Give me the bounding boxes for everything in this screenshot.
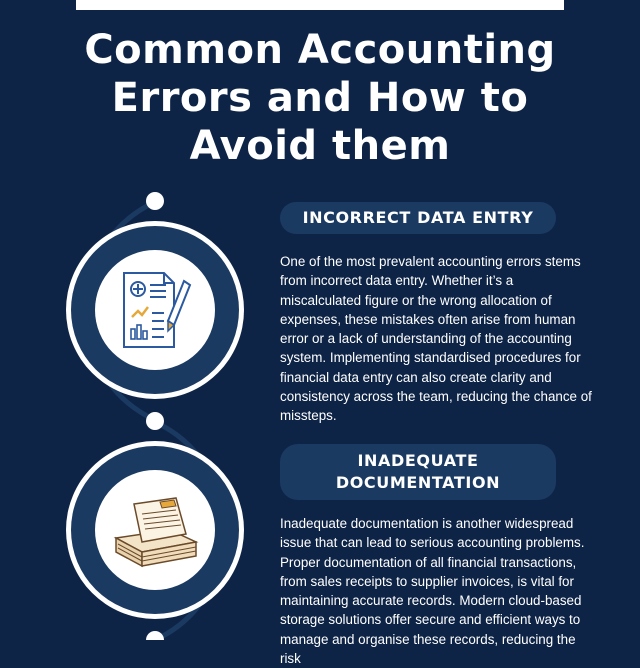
title-line-2: Errors and How to <box>111 75 529 121</box>
document-stack-icon <box>110 490 200 570</box>
section-heading-inadequate-documentation <box>280 444 556 500</box>
heading-line-1: INADEQUATE <box>357 451 479 470</box>
title-line-1: Common Accounting <box>84 27 556 73</box>
icon-circle-2 <box>95 470 215 590</box>
timeline-dot-middle <box>146 412 164 430</box>
heading-line-2: DOCUMENTATION <box>335 473 501 492</box>
section-body-inadequate-documentation: Inadequate documentation is another widespread issue that can lead to serious accounting problems. Proper documentation of all financial transactions, from sales receipts to supplier invoices, is vital for maintaining accurate records. Modern cloud-based storage solutions offer secure and efficient ways to manage and organise these records, reducing the risk <box>280 516 585 667</box>
section-heading-incorrect-data-entry: INCORRECT DATA ENTRY <box>280 202 556 234</box>
timeline-dot-top <box>146 192 164 210</box>
section-body-incorrect-data-entry: One of the most prevalent accounting errors stems from incorrect data entry. Whether it’s a miscalculated figure or the wrong allocation of expenses, these mistakes often arise from human error or a lack of understanding of the accounting system. Implementing standardised procedures for financial data entry can also create clarity and consistency across the team, reducing the chance of missteps. <box>280 254 592 424</box>
title-line-3: Avoid them <box>189 123 451 169</box>
report-chart-pencil-icon <box>112 267 198 353</box>
icon-circle-1 <box>95 250 215 370</box>
timeline-dot-bottom <box>146 631 164 640</box>
